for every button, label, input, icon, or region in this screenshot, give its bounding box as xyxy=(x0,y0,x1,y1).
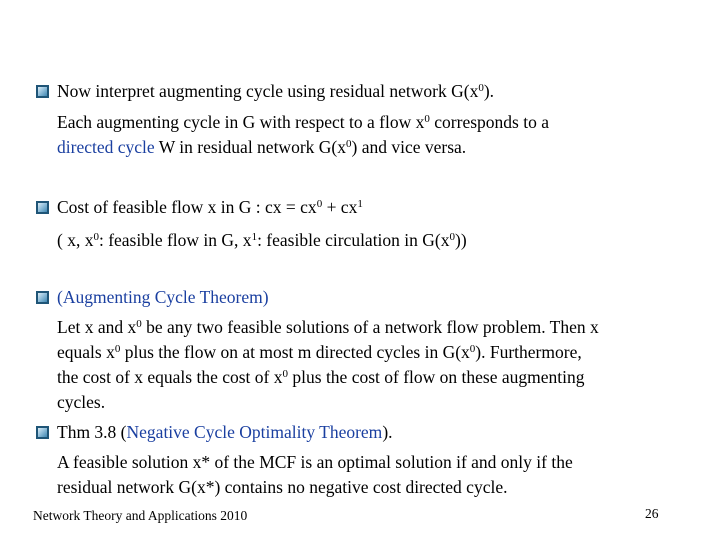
checkbox-bullet-icon xyxy=(36,291,49,304)
bullet-3-line-3: the cost of x equals the cost of $x^0$ plus the cost of flow on these augmenting xyxy=(57,367,585,387)
bullet-4-line-2: residual network G(x*) contains no negative cost directed cycle. xyxy=(57,477,508,497)
bullet-4-heading: Thm 3.8 (Negative Cycle Optimality Theorem). xyxy=(57,422,393,442)
directed-cycle-term: directed cycle xyxy=(57,137,155,157)
bullet-3-line-4: cycles. xyxy=(57,392,106,412)
checkbox-bullet-icon xyxy=(36,85,49,98)
bullet-3-line-1: Let x and $x^0$ be any two feasible solutions of a network flow problem. Then x xyxy=(57,317,599,337)
page-number: 26 xyxy=(645,506,659,521)
bullet-2-line-1: ( x, $x^0$: feasible flow in G, $x^1$: feasible circulation in $G(x^0)$) xyxy=(57,230,467,250)
bullet-3-line-2: equals $x^0$ plus the flow on at most m directed cycles in $G(x^0)$. Furthermore, xyxy=(57,342,582,362)
bullet-1-line-2: directed cycle W in residual network $G(x^0)$ and vice versa. xyxy=(57,137,467,157)
bullet-1-heading: Now interpret augmenting cycle using residual network $G(x^0)$. xyxy=(57,81,495,101)
bullet-3-heading: (Augmenting Cycle Theorem) xyxy=(57,287,269,307)
bullet-4-line-1: A feasible solution x* of the MCF is an optimal solution if and only if the xyxy=(57,452,573,472)
bullet-1-line-1: Each augmenting cycle in G with respect to a flow $x^0$ corresponds to a xyxy=(57,112,549,132)
bullet-2-heading: Cost of feasible flow x in G : cx = $cx^0 + cx^1$ xyxy=(57,197,363,217)
footer-course-title: Network Theory and Applications 2010 xyxy=(33,508,248,523)
checkbox-bullet-icon xyxy=(36,201,49,214)
theorem-name: Negative Cycle Optimality Theorem xyxy=(126,422,383,442)
checkbox-bullet-icon xyxy=(36,426,49,439)
